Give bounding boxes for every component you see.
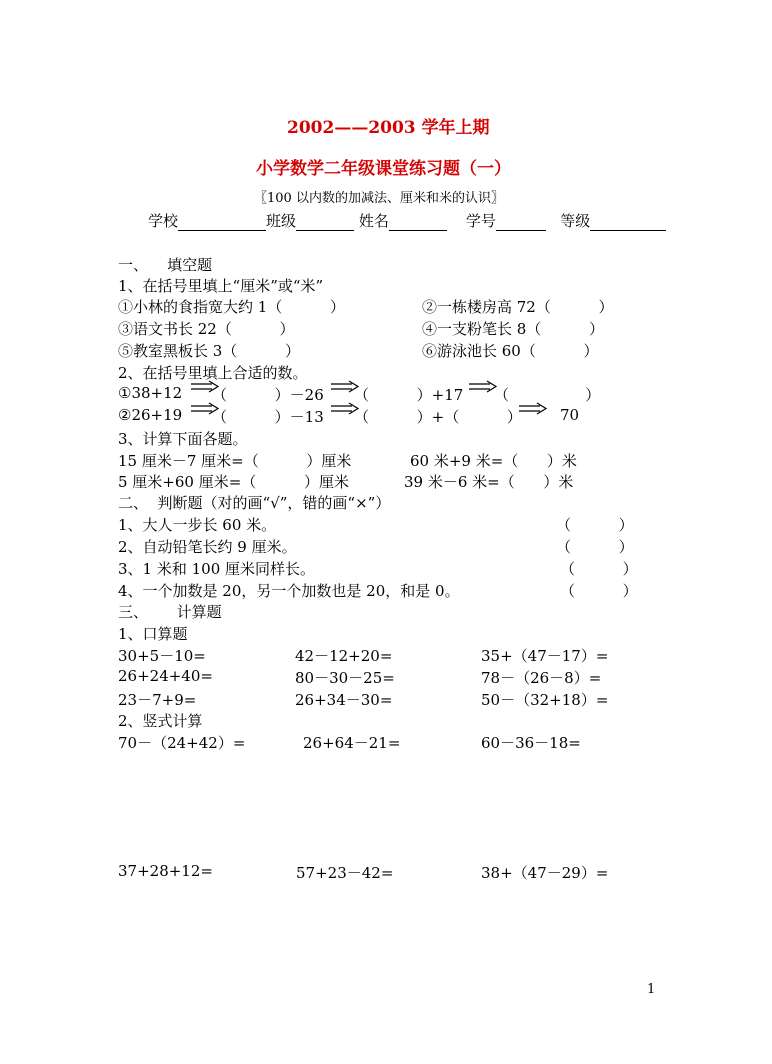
- section3-heading: 三、 计算题: [118, 603, 222, 621]
- vertical-problem: 60－36－18=: [481, 734, 581, 752]
- oral-problem: 26+34－30=: [295, 691, 393, 709]
- q1-item: ③语文书长 22（ ）: [118, 320, 295, 338]
- vertical-problem: 26+64－21=: [303, 734, 401, 752]
- document-subtitle: 小学数学二年级课堂练习题（一）: [256, 159, 511, 179]
- q3-item: 60 米+9 米=（ ）米: [410, 452, 577, 470]
- q1-prompt: 1、在括号里填上“厘米”或“米”: [118, 277, 324, 295]
- oral-problem: 26+24+40=: [118, 667, 213, 685]
- vertical-problem: 57+23－42=: [296, 864, 394, 882]
- info-field-grade: 等级: [560, 212, 591, 230]
- q3-prompt: 3、计算下面各题。: [118, 430, 248, 448]
- judge-item: 4、一个加数是 20，另一个加数也是 20，和是 0。: [118, 582, 460, 600]
- info-field-number: 学号: [465, 212, 496, 230]
- info-field-school: 学校: [148, 212, 179, 230]
- q2-row2-step1: （ ）－13: [212, 408, 324, 426]
- q1-item: ②一栋楼房高 72（ ）: [422, 298, 614, 316]
- q3-item: 5 厘米+60 厘米=（ ）厘米: [118, 473, 349, 491]
- q2-row2-start: ②26+19: [118, 406, 183, 424]
- q3-item: 15 厘米－7 厘米=（ ）厘米: [118, 452, 352, 470]
- q2-row1-start: ①38+12: [118, 384, 183, 402]
- q2-prompt: 2、在括号里填上合适的数。: [118, 364, 308, 382]
- info-field-name: 姓名: [358, 212, 389, 230]
- judge-item: 1、大人一步长 60 米。: [118, 516, 277, 534]
- name-blank[interactable]: [389, 216, 447, 231]
- vertical-problem: 37+28+12=: [118, 862, 213, 880]
- document-scope: 〖100 以内数的加减法、厘米和米的认识〗: [254, 191, 504, 206]
- vertical-problem: 38+（47－29）=: [481, 864, 609, 882]
- oral-problem: 42－12+20=: [295, 647, 393, 665]
- judge-answer-box[interactable]: （ ）: [556, 516, 634, 534]
- judge-answer-box[interactable]: （ ）: [560, 582, 638, 600]
- vertical-problem: 70－（24+42）=: [118, 734, 246, 752]
- oral-problem: 78－（26－8）=: [481, 669, 602, 687]
- judge-answer-box[interactable]: （ ）: [556, 538, 634, 556]
- q2-row1-result: （ ）: [494, 386, 601, 404]
- judge-item: 2、自动铅笔长约 9 厘米。: [118, 538, 297, 556]
- q2-row2-result: 70: [560, 406, 580, 424]
- grade-blank[interactable]: [590, 216, 666, 231]
- q1-item: ④一支粉笔长 8（ ）: [422, 320, 604, 338]
- oral-problem: 23－7+9=: [118, 691, 197, 709]
- section1-heading: 一、 填空题: [118, 256, 213, 274]
- q1-item: ⑤教室黑板长 3（ ）: [118, 342, 300, 360]
- oral-problem: 80－30－25=: [295, 669, 395, 687]
- q2-row1-step2: （ ）+17: [354, 386, 464, 404]
- judge-answer-box[interactable]: （ ）: [560, 560, 638, 578]
- q2-row2-step2: （ ）+（ ）: [354, 408, 522, 426]
- oral-problem: 30+5－10=: [118, 647, 206, 665]
- oral-problem: 35+（47－17）=: [481, 647, 609, 665]
- oral-prompt: 1、口算题: [118, 625, 188, 643]
- oral-problem: 50－（32+18）=: [481, 691, 609, 709]
- judge-item: 3、1 米和 100 厘米同样长。: [118, 560, 316, 578]
- info-field-class: 班级: [266, 212, 297, 230]
- q2-row1-step1: （ ）－26: [212, 386, 324, 404]
- document-title: 2002——2003 学年上期: [287, 118, 490, 138]
- page-number: 1: [647, 982, 656, 997]
- class-blank[interactable]: [296, 216, 354, 231]
- q1-item: ①小林的食指宽大约 1（ ）: [118, 298, 345, 316]
- q3-item: 39 米－6 米=（ ）米: [404, 473, 574, 491]
- school-blank[interactable]: [178, 216, 266, 231]
- info-line: [148, 210, 666, 231]
- q1-item: ⑥游泳池长 60（ ）: [422, 342, 599, 360]
- vertical-prompt: 2、竖式计算: [118, 712, 203, 730]
- number-blank[interactable]: [496, 216, 546, 231]
- double-arrow-icon: [518, 402, 548, 416]
- section2-heading: 二、 判断题（对的画“√”，错的画“×”）: [118, 494, 391, 512]
